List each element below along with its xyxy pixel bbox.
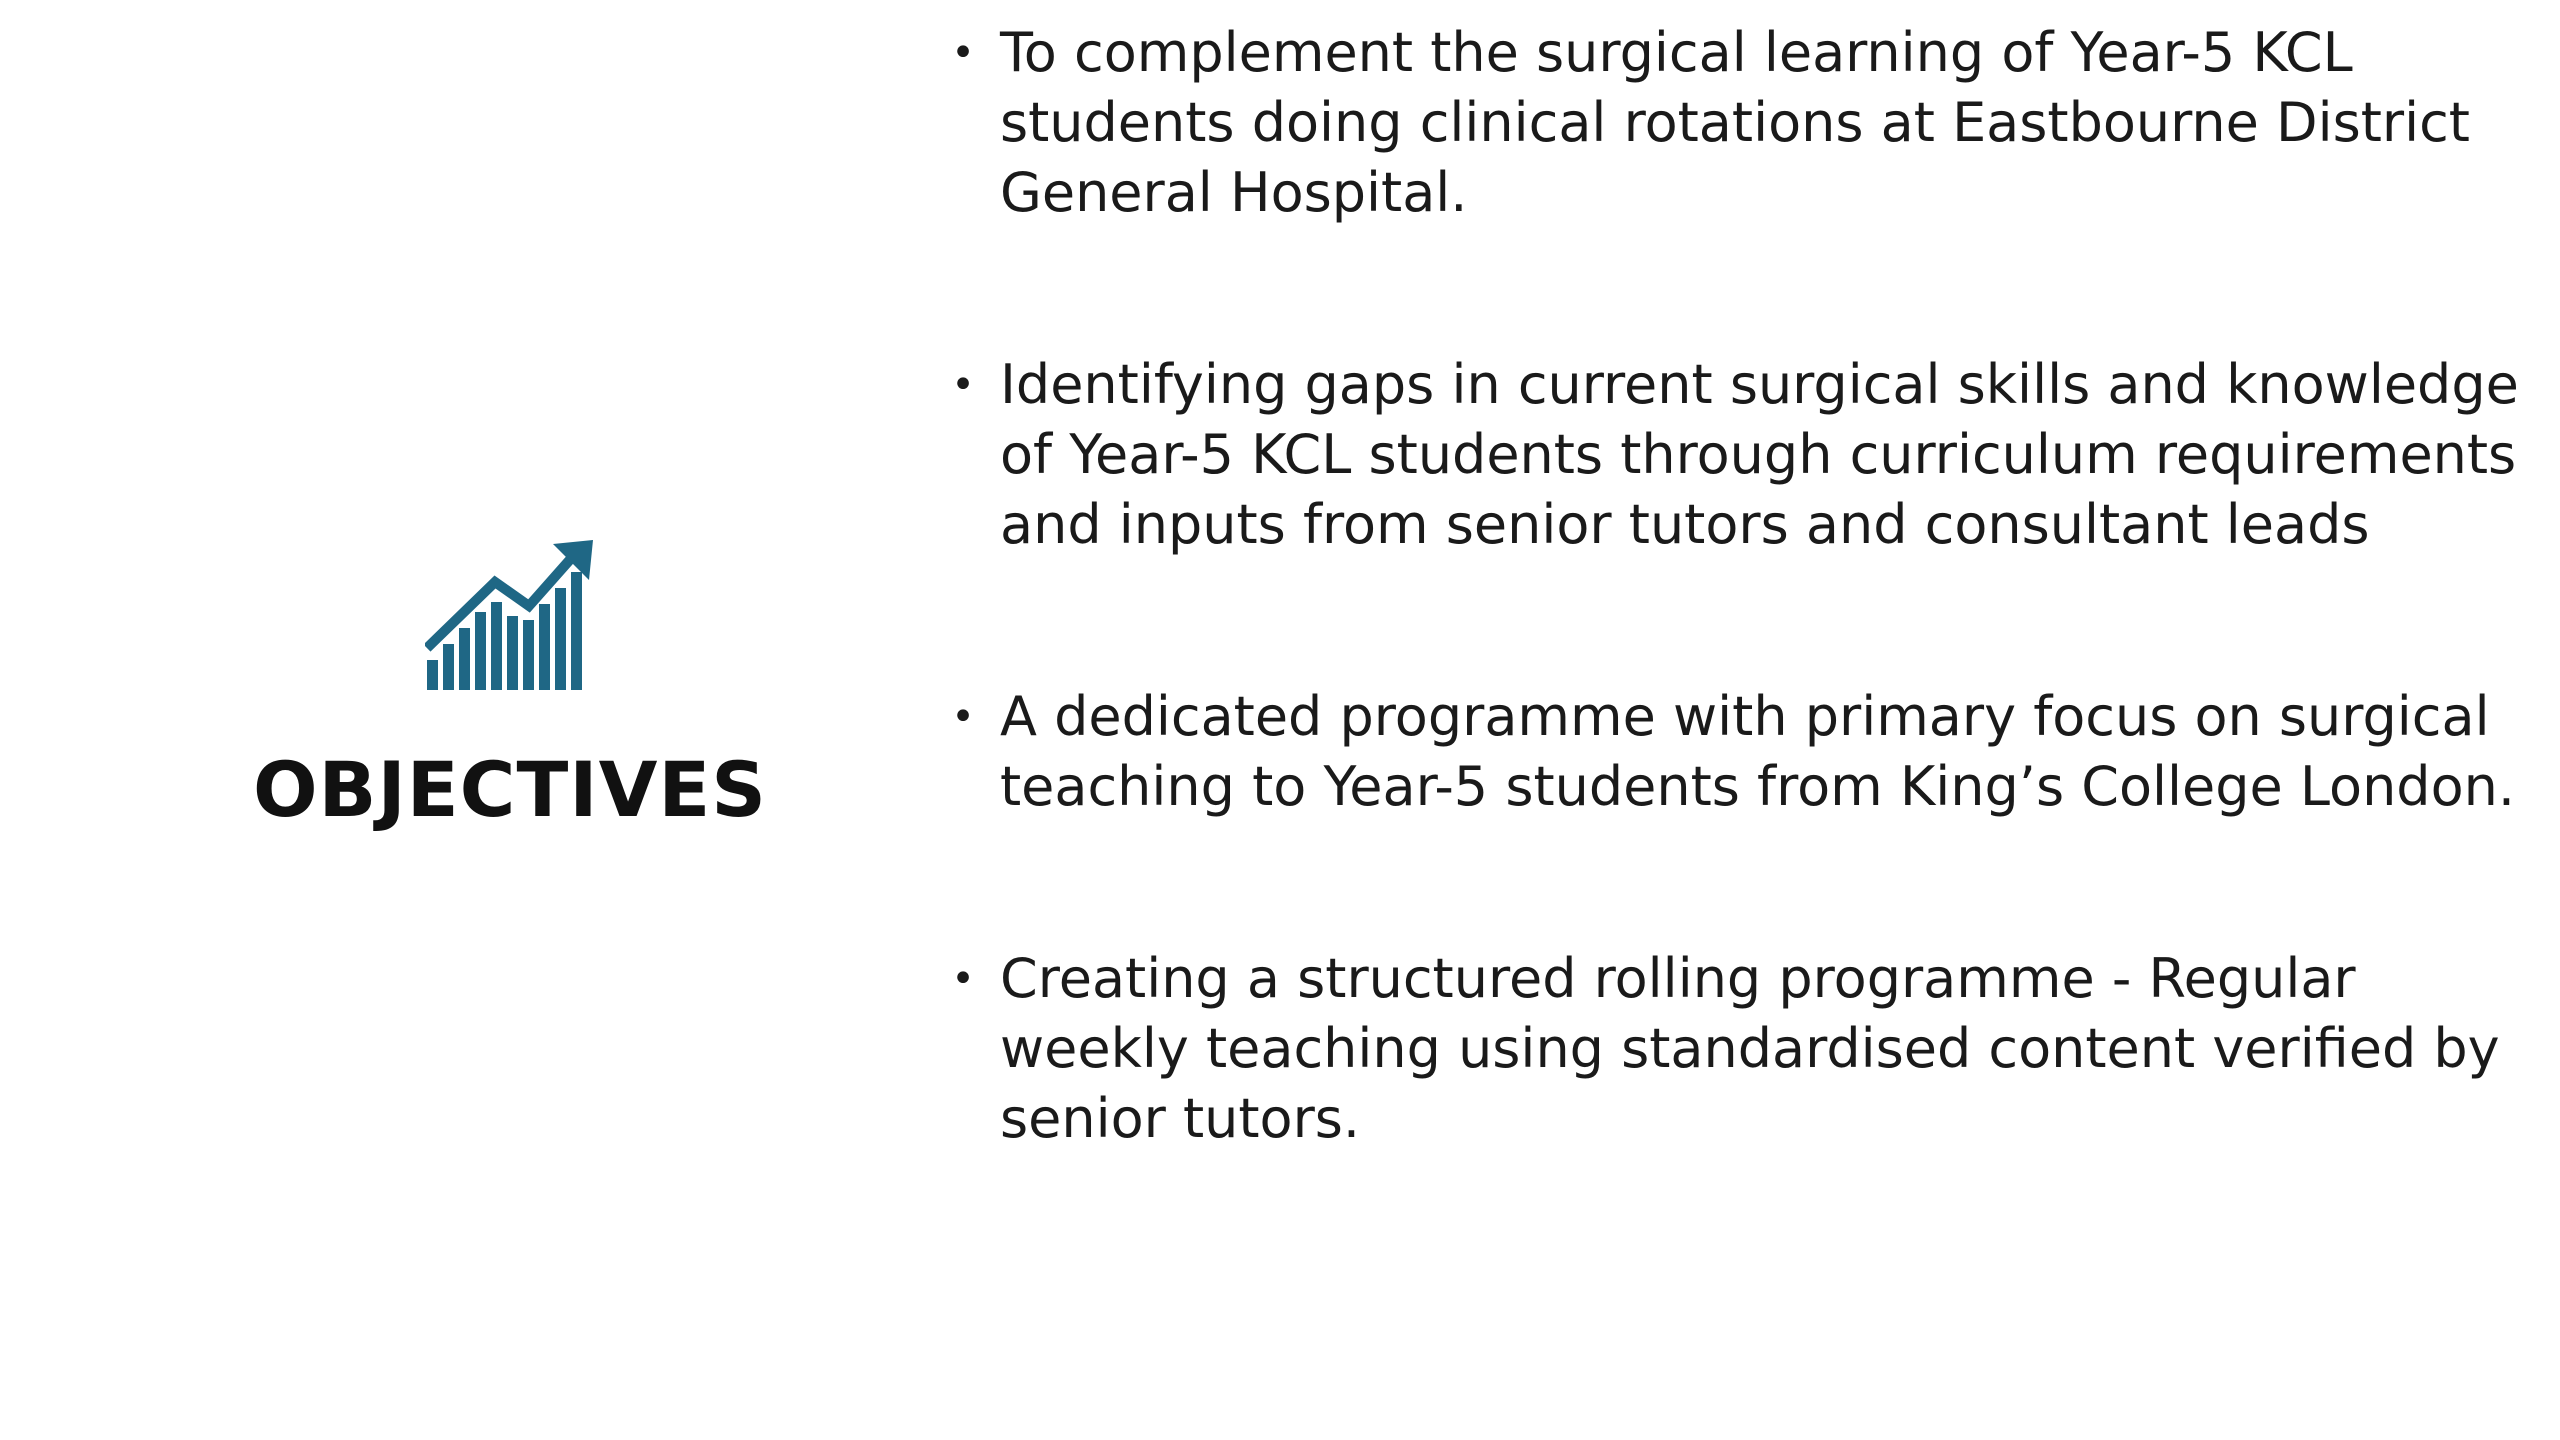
list-item: [940, 682, 2540, 822]
list-item: [940, 350, 2540, 560]
list-item: [940, 944, 2540, 1154]
growth-chart-icon: [425, 540, 595, 690]
list-item-text: A dedicated programme with primary focus on surgical teaching to Year-5 students from King’s College London.: [1000, 685, 2516, 818]
bullet-marker: •: [951, 362, 975, 408]
list-item-text: Creating a structured rolling programme - Regular weekly teaching using standardised content verified by senior tutors.: [1000, 947, 2500, 1150]
objectives-panel: [200, 520, 820, 860]
bullet-marker: •: [951, 956, 975, 1002]
bullet-marker: •: [951, 694, 975, 740]
list-item-text: To complement the surgical learning of Year-5 KCL students doing clinical rotations at Eastbourne District General Hospital.: [1000, 21, 2470, 224]
bullet-marker: •: [951, 30, 975, 76]
page-title: OBJECTIVES: [252, 745, 768, 834]
list-item: [940, 18, 2540, 228]
list-item-text: Identifying gaps in current surgical skills and knowledge of Year-5 KCL students through curriculum requirements and inputs from senior tutors and consultant leads: [1000, 353, 2519, 556]
objectives-list: [940, 18, 2540, 1154]
